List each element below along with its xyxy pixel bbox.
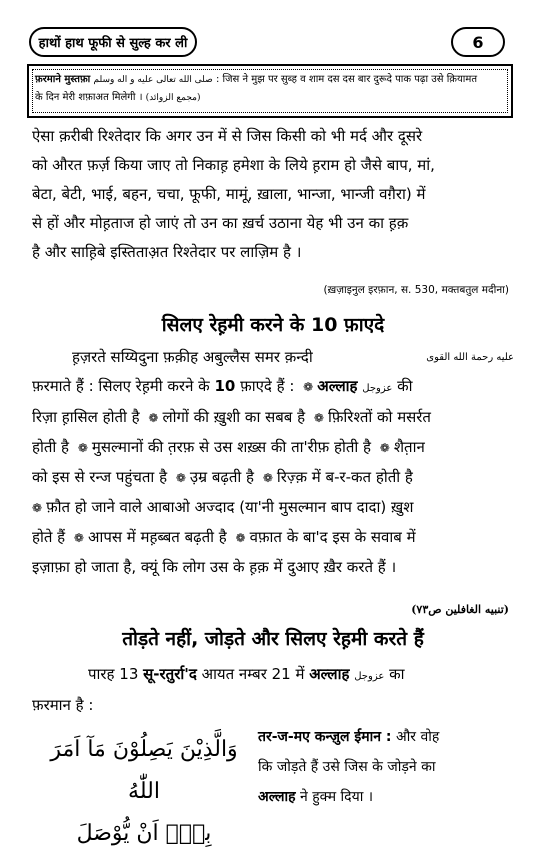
saying-text: : जिस ने मुझ पर सुब्ह व शाम दस दस बार दुरूदे पाक पढ़ा उसे क़ियामत — [216, 74, 478, 85]
text: का — [389, 665, 405, 683]
book-title: हाथों हाथ फूफी से सुल्ह कर ली — [38, 36, 188, 51]
saying-text-2: के दिन मेरी शफ़ाअत मिलेगी । — [35, 92, 143, 103]
section2-line: फ़रमान है : — [32, 696, 94, 714]
allah-name: अल्लाह — [258, 789, 296, 805]
quran-line-1: وَالَّذِيْنَ يَصِلُوْنَ مَآ اَمَرَ اللّٰهُ — [50, 737, 238, 804]
flower-bullet-icon: ❁ — [235, 531, 246, 545]
translation-line: कि जोड़ते हैं उसे जिस के जोड़ने का — [258, 759, 436, 775]
azza-wajal-arabic: عزوجل — [354, 671, 385, 682]
section1-line — [32, 523, 514, 553]
text: आपस में मह़ब्बत बढ़ती है — [87, 528, 227, 546]
section1-line — [32, 433, 514, 463]
text: शैत़ान — [393, 438, 425, 456]
flower-bullet-icon: ❁ — [148, 411, 159, 425]
book-title-badge — [29, 27, 197, 57]
para1-line: है और साह़िबे इस्तिताअ़त रिश्तेदार पर लाज़िम है । — [32, 243, 302, 261]
section-2-heading: तोड़ते नहीं, जोड़ते और सिलए रेह़मी करते हैं — [122, 628, 424, 650]
page-number-badge — [451, 27, 505, 57]
translation-line — [258, 722, 504, 752]
flower-bullet-icon: ❁ — [379, 441, 390, 455]
text: की — [397, 377, 413, 395]
section1-line — [32, 463, 514, 493]
translation-block — [258, 722, 504, 812]
saying-line-2 — [35, 89, 505, 107]
saying-source: (مجمع الزوائد) — [145, 93, 201, 103]
section1-line — [32, 343, 514, 372]
section1-line — [32, 403, 514, 433]
text: पारह 13 — [88, 665, 139, 683]
section-1-body — [32, 343, 514, 582]
text: आयत नम्बर 21 में — [201, 665, 305, 683]
flower-bullet-icon: ❁ — [175, 471, 186, 485]
page-number: 6 — [472, 32, 484, 52]
text: लोगों की ख़ुशी का सबब है — [162, 408, 306, 426]
text: उ़म्र बढ़ती है — [189, 468, 255, 486]
translation-line — [258, 782, 504, 812]
section1-line — [32, 372, 514, 403]
section-2-body — [32, 660, 514, 720]
quran-line-2: بِهٖٓ اَنْ يُّوْصَلَ — [76, 821, 212, 846]
saying-line-1 — [35, 71, 505, 89]
flower-bullet-icon: ❁ — [32, 501, 43, 515]
section-1-reference: (تنبيه الغافلين ص٧٣) — [411, 603, 509, 616]
text: फ़ाएदे हैं : — [240, 377, 295, 395]
para1-line: बेटा, बेटी, भाई, बहन, चचा, फूफी, मामूं, ख़ाला, भान्जा, भान्जी वग़ैरा) में — [32, 185, 426, 203]
para1-line: ऐसा क़रीबी रिश्तेदार कि अगर उन में से जिस किसी को भी मर्द और दूसरे — [32, 127, 423, 145]
allah-name: अल्लाह — [317, 377, 358, 395]
quran-verse — [34, 729, 254, 846]
text: वफ़ात के बा'द इस के सवाब में — [249, 528, 416, 546]
text: फ़िरिश्तों को मसर्रत — [327, 408, 431, 426]
flower-bullet-icon: ❁ — [313, 411, 324, 425]
text: और वोह — [395, 729, 440, 745]
text: रिज़्क़ में ब-र-कत होती है — [276, 468, 413, 486]
saying-box — [27, 64, 513, 118]
section-1-heading: सिलए रेह़मी करने के 10 फ़ाएदे — [161, 314, 385, 336]
text: मुसल्मानों की त़रफ़ से उस शख़्स की ता'रीफ़ होती है — [91, 438, 372, 456]
paragraph-1-reference: (ख़ज़ाइनुल इरफ़ान, स. 530, मक्तबतुल मदीना) — [323, 284, 509, 296]
para1-line: को औरत फ़र्ज़ किया जाए तो निकाह़ हमेशा के लिये ह़राम हो जैसे बाप, मां, — [32, 156, 435, 174]
text: 10 — [214, 377, 236, 395]
flower-bullet-icon: ❁ — [303, 380, 314, 394]
text: होती है — [32, 438, 70, 456]
flower-bullet-icon: ❁ — [77, 441, 88, 455]
allah-name: अल्लाह — [309, 665, 350, 683]
section1-line: इज़ाफ़ा हो जाता है, क्यूं कि लोग उस के ह़क़ में दुआए ख़ैर करते हैं । — [32, 558, 397, 576]
text: फ़रमाते हैं : सिलए रेह़मी करने के — [32, 377, 210, 395]
translation-label: तर-ज-मए कन्ज़ुल ईमान : — [258, 729, 392, 745]
flower-bullet-icon: ❁ — [262, 471, 273, 485]
azza-wajal-arabic: عزوجل — [362, 383, 393, 394]
intro-text: ह़ज़रते सय्यिदुना फ़क़ीह अबुल्लैस समर क़न्दी — [72, 348, 313, 366]
durood-arabic: صلى الله تعالى عليه و اله وسلم — [93, 75, 213, 85]
section1-line — [32, 493, 514, 523]
surah-name: सू-रतुर्रा'द — [143, 665, 197, 683]
text: ने हुक्म दिया । — [300, 789, 374, 805]
text: रिज़ा ह़ासिल होती है — [32, 408, 140, 426]
flower-bullet-icon: ❁ — [73, 531, 84, 545]
saying-label: फ़रमाने मुस्तफ़ा — [35, 74, 91, 85]
paragraph-1 — [32, 122, 514, 267]
intro-arabic: عليه رحمة الله القوى — [426, 352, 514, 363]
para1-line: से हों और मोह़ताज हो जाएं तो उन का ख़र्च उठाना येह भी उन का ह़क़ — [32, 214, 409, 232]
text: होते हैं — [32, 528, 66, 546]
text: को इस से रन्ज पहुंचता है — [32, 468, 168, 486]
text: फ़ौत हो जाने वाले आबाओ अज्दाद (या'नी मुसल्मान बाप दादा) ख़ुश — [46, 498, 414, 516]
section2-line — [32, 660, 514, 691]
